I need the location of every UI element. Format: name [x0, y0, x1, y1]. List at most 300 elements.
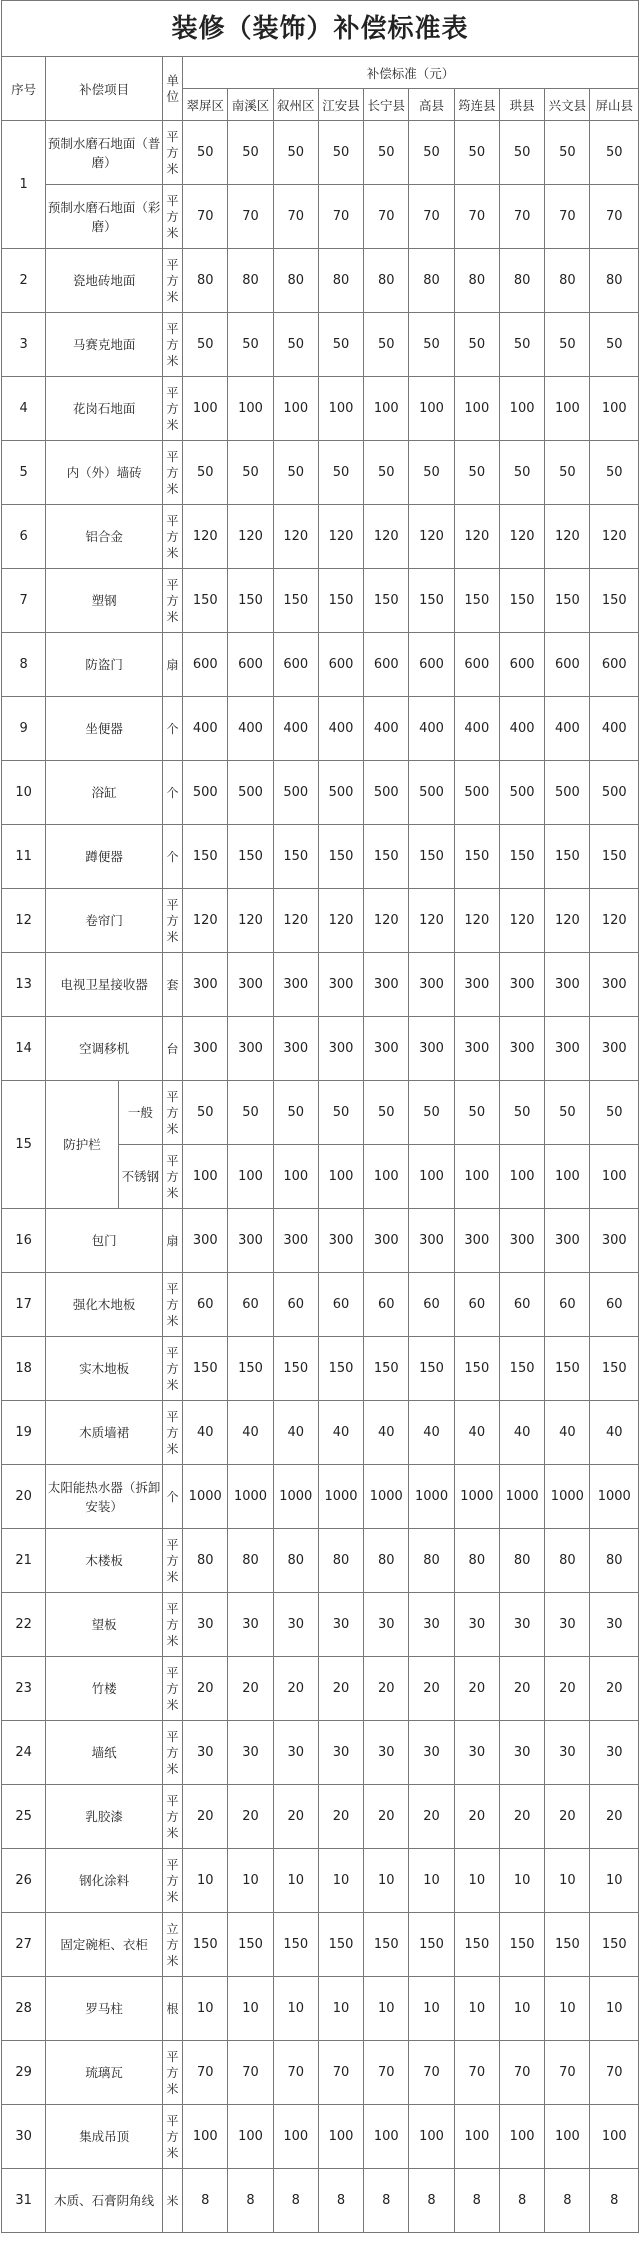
standard-value: 70: [273, 185, 318, 249]
standard-value: 10: [183, 1977, 228, 2041]
row-number: 30: [2, 2105, 46, 2169]
standard-value: 600: [273, 633, 318, 697]
row-number: 21: [2, 1529, 46, 1593]
standard-value: 100: [183, 377, 228, 441]
standard-value: 150: [590, 1337, 639, 1401]
standard-value: 120: [454, 505, 499, 569]
standard-value: 150: [273, 825, 318, 889]
standard-value: 70: [499, 2041, 544, 2105]
standard-value: 100: [228, 1145, 273, 1209]
standard-value: 150: [409, 1913, 454, 1977]
standard-value: 150: [318, 825, 363, 889]
standard-value: 70: [273, 2041, 318, 2105]
standard-value: 70: [545, 2041, 590, 2105]
standard-value: 8: [273, 2169, 318, 2233]
standard-value: 500: [228, 761, 273, 825]
standard-value: 120: [590, 889, 639, 953]
unit-cell: 米: [162, 2169, 182, 2233]
standard-value: 150: [545, 825, 590, 889]
standard-value: 100: [590, 377, 639, 441]
table-row: [2, 377, 639, 441]
table-row: [2, 569, 639, 633]
standard-value: 150: [545, 569, 590, 633]
standard-value: 50: [273, 441, 318, 505]
standard-value: 400: [364, 697, 409, 761]
row-number: 20: [2, 1465, 46, 1529]
standard-value: 120: [545, 889, 590, 953]
unit-cell: 平方米: [162, 2105, 182, 2169]
unit-cell: 平方米: [162, 1529, 182, 1593]
item-name: 乳胶漆: [46, 1785, 163, 1849]
standard-value: 50: [364, 441, 409, 505]
standard-value: 150: [499, 1913, 544, 1977]
table-row: [2, 825, 639, 889]
standard-value: 50: [590, 313, 639, 377]
standard-value: 50: [364, 121, 409, 185]
standard-value: 30: [318, 1721, 363, 1785]
standard-value: 500: [318, 761, 363, 825]
standard-value: 150: [454, 1913, 499, 1977]
row-number: 11: [2, 825, 46, 889]
item-name: 空调移机: [46, 1017, 163, 1081]
standard-value: 20: [454, 1785, 499, 1849]
standard-value: 150: [499, 1337, 544, 1401]
standard-value: 60: [318, 1273, 363, 1337]
standard-value: 50: [409, 313, 454, 377]
standard-value: 20: [228, 1785, 273, 1849]
table-row: [2, 185, 639, 249]
standard-value: 30: [590, 1593, 639, 1657]
standard-value: 100: [454, 377, 499, 441]
unit-cell: 平方米: [162, 1593, 182, 1657]
standard-table-document: [1, 0, 639, 2233]
table-row: [2, 313, 639, 377]
standard-value: 30: [409, 1721, 454, 1785]
standard-value: 20: [590, 1657, 639, 1721]
standard-value: 50: [183, 121, 228, 185]
standard-value: 100: [409, 1145, 454, 1209]
item-name: 琉璃瓦: [46, 2041, 163, 2105]
standard-value: 100: [409, 2105, 454, 2169]
standard-value: 150: [545, 1337, 590, 1401]
row-number: 10: [2, 761, 46, 825]
unit-cell: 根: [162, 1977, 182, 2041]
standard-value: 60: [183, 1273, 228, 1337]
table-row: [2, 441, 639, 505]
table-row: [2, 121, 639, 185]
standard-value: 30: [499, 1593, 544, 1657]
standard-value: 120: [273, 505, 318, 569]
item-name: 预制水磨石地面（普磨）: [46, 121, 163, 185]
row-number: 16: [2, 1209, 46, 1273]
standard-value: 400: [454, 697, 499, 761]
table-row: [2, 697, 639, 761]
standard-value: 1000: [364, 1465, 409, 1529]
standard-value: 50: [590, 441, 639, 505]
row-number: 2: [2, 249, 46, 313]
standard-value: 100: [590, 1145, 639, 1209]
standard-value: 150: [499, 569, 544, 633]
standard-value: 50: [318, 313, 363, 377]
standard-value: 70: [409, 2041, 454, 2105]
table-row: [2, 1273, 639, 1337]
row-number: 17: [2, 1273, 46, 1337]
standard-value: 100: [545, 2105, 590, 2169]
standard-value: 120: [364, 889, 409, 953]
standard-value: 10: [590, 1977, 639, 2041]
standard-value: 600: [228, 633, 273, 697]
row-number: 19: [2, 1401, 46, 1465]
standard-value: 60: [499, 1273, 544, 1337]
standard-value: 8: [409, 2169, 454, 2233]
unit-cell: 扇: [162, 633, 182, 697]
standard-value: 10: [499, 1849, 544, 1913]
standard-value: 600: [409, 633, 454, 697]
standard-value: 300: [454, 1209, 499, 1273]
row-number: 29: [2, 2041, 46, 2105]
standard-value: 40: [183, 1401, 228, 1465]
standard-value: 30: [318, 1593, 363, 1657]
header-seq: 序号: [2, 57, 46, 121]
standard-value: 40: [454, 1401, 499, 1465]
row-number: 26: [2, 1849, 46, 1913]
standard-value: 10: [318, 1977, 363, 2041]
standard-value: 150: [183, 1913, 228, 1977]
standard-value: 500: [545, 761, 590, 825]
standard-value: 300: [545, 1017, 590, 1081]
table-row: [2, 953, 639, 1017]
standard-value: 120: [318, 889, 363, 953]
item-name: 内（外）墙砖: [46, 441, 163, 505]
standard-value: 10: [273, 1849, 318, 1913]
standard-value: 300: [273, 953, 318, 1017]
standard-value: 150: [409, 569, 454, 633]
standard-value: 70: [364, 185, 409, 249]
standard-value: 1000: [590, 1465, 639, 1529]
standard-value: 60: [228, 1273, 273, 1337]
standard-value: 150: [318, 1913, 363, 1977]
row-number: 22: [2, 1593, 46, 1657]
standard-value: 150: [318, 1337, 363, 1401]
unit-cell: 平方米: [162, 1401, 182, 1465]
item-name: 防护栏: [46, 1081, 118, 1209]
standard-value: 100: [454, 2105, 499, 2169]
standard-value: 70: [228, 185, 273, 249]
standard-value: 80: [454, 249, 499, 313]
item-name: 花岗石地面: [46, 377, 163, 441]
standard-value: 600: [545, 633, 590, 697]
standard-value: 80: [590, 249, 639, 313]
standard-value: 10: [273, 1977, 318, 2041]
table-row: [2, 1913, 639, 1977]
standard-value: 50: [590, 1081, 639, 1145]
standard-value: 10: [183, 1849, 228, 1913]
table-row: [2, 1657, 639, 1721]
unit-cell: 平方米: [162, 1721, 182, 1785]
standard-value: 70: [590, 185, 639, 249]
standard-value: 300: [590, 953, 639, 1017]
standard-value: 150: [409, 825, 454, 889]
row-number: 7: [2, 569, 46, 633]
standard-value: 80: [364, 1529, 409, 1593]
standard-value: 40: [545, 1401, 590, 1465]
standard-value: 1000: [273, 1465, 318, 1529]
standard-value: 70: [409, 185, 454, 249]
standard-value: 120: [409, 505, 454, 569]
standard-value: 70: [228, 2041, 273, 2105]
standard-value: 300: [183, 1017, 228, 1081]
standard-value: 80: [228, 249, 273, 313]
row-number: 3: [2, 313, 46, 377]
standard-value: 50: [545, 121, 590, 185]
unit-cell: 个: [162, 697, 182, 761]
table-row: [2, 1977, 639, 2041]
standard-value: 80: [273, 249, 318, 313]
standard-value: 300: [499, 1209, 544, 1273]
item-name: 坐便器: [46, 697, 163, 761]
standard-value: 70: [364, 2041, 409, 2105]
standard-value: 50: [183, 313, 228, 377]
standard-value: 1000: [545, 1465, 590, 1529]
standard-value: 300: [545, 953, 590, 1017]
standard-value: 20: [364, 1785, 409, 1849]
unit-cell: 平方米: [162, 185, 182, 249]
unit-cell: 平方米: [162, 313, 182, 377]
table-row: [2, 1849, 639, 1913]
standard-value: 8: [364, 2169, 409, 2233]
standard-value: 80: [318, 1529, 363, 1593]
row-number: 28: [2, 1977, 46, 2041]
standard-value: 100: [545, 1145, 590, 1209]
standard-value: 80: [590, 1529, 639, 1593]
standard-value: 40: [364, 1401, 409, 1465]
standard-value: 60: [409, 1273, 454, 1337]
row-number: 5: [2, 441, 46, 505]
item-subtype: 一般: [118, 1081, 162, 1145]
standard-value: 80: [228, 1529, 273, 1593]
standard-value: 300: [228, 1017, 273, 1081]
standard-value: 100: [409, 377, 454, 441]
standard-value: 60: [364, 1273, 409, 1337]
standard-value: 120: [183, 505, 228, 569]
standard-value: 70: [318, 2041, 363, 2105]
item-name: 浴缸: [46, 761, 163, 825]
item-subtype: 不锈钢: [118, 1145, 162, 1209]
standard-value: 10: [545, 1977, 590, 2041]
standard-value: 100: [545, 377, 590, 441]
compensation-table: [1, 56, 639, 2233]
standard-value: 30: [409, 1593, 454, 1657]
standard-value: 100: [183, 1145, 228, 1209]
standard-value: 50: [318, 121, 363, 185]
row-number: 24: [2, 1721, 46, 1785]
standard-value: 80: [318, 249, 363, 313]
standard-value: 20: [364, 1657, 409, 1721]
standard-value: 300: [499, 1017, 544, 1081]
standard-value: 60: [545, 1273, 590, 1337]
standard-value: 500: [499, 761, 544, 825]
standard-value: 300: [454, 953, 499, 1017]
table-row: [2, 505, 639, 569]
standard-value: 150: [183, 569, 228, 633]
row-number: 8: [2, 633, 46, 697]
standard-value: 50: [183, 441, 228, 505]
table-row: [2, 1017, 639, 1081]
row-number: 27: [2, 1913, 46, 1977]
standard-value: 120: [183, 889, 228, 953]
standard-value: 30: [364, 1721, 409, 1785]
standard-value: 100: [364, 1145, 409, 1209]
standard-value: 150: [228, 825, 273, 889]
item-name: 强化木地板: [46, 1273, 163, 1337]
item-name: 固定碗柜、衣柜: [46, 1913, 163, 1977]
standard-value: 80: [364, 249, 409, 313]
standard-value: 300: [590, 1017, 639, 1081]
table-row: [2, 1593, 639, 1657]
standard-value: 10: [590, 1849, 639, 1913]
standard-value: 80: [183, 249, 228, 313]
standard-value: 300: [545, 1209, 590, 1273]
standard-value: 100: [499, 1145, 544, 1209]
standard-value: 150: [545, 1913, 590, 1977]
standard-value: 300: [183, 953, 228, 1017]
unit-cell: 扇: [162, 1209, 182, 1273]
standard-value: 70: [318, 185, 363, 249]
row-number: 15: [2, 1081, 46, 1209]
standard-value: 120: [590, 505, 639, 569]
standard-value: 100: [318, 377, 363, 441]
standard-value: 300: [318, 1209, 363, 1273]
row-number: 12: [2, 889, 46, 953]
table-row: [2, 1401, 639, 1465]
standard-value: 1000: [454, 1465, 499, 1529]
table-row: [2, 1721, 639, 1785]
row-number: 13: [2, 953, 46, 1017]
standard-value: 100: [228, 377, 273, 441]
standard-value: 300: [409, 1017, 454, 1081]
standard-value: 70: [454, 2041, 499, 2105]
standard-value: 80: [183, 1529, 228, 1593]
unit-cell: 平方米: [162, 377, 182, 441]
row-number: 18: [2, 1337, 46, 1401]
standard-value: 8: [228, 2169, 273, 2233]
standard-value: 70: [183, 185, 228, 249]
standard-value: 20: [545, 1657, 590, 1721]
unit-cell: 平方米: [162, 1081, 182, 1145]
standard-value: 600: [183, 633, 228, 697]
standard-value: 50: [545, 313, 590, 377]
standard-value: 500: [273, 761, 318, 825]
standard-value: 70: [590, 2041, 639, 2105]
table-row: [2, 2169, 639, 2233]
standard-value: 100: [364, 2105, 409, 2169]
standard-value: 50: [364, 313, 409, 377]
standard-value: 80: [273, 1529, 318, 1593]
standard-value: 300: [409, 1209, 454, 1273]
standard-value: 40: [499, 1401, 544, 1465]
unit-cell: 平方米: [162, 1273, 182, 1337]
standard-value: 70: [183, 2041, 228, 2105]
standard-value: 50: [183, 1081, 228, 1145]
item-name: 预制水磨石地面（彩磨）: [46, 185, 163, 249]
standard-value: 150: [273, 1913, 318, 1977]
standard-value: 150: [590, 1913, 639, 1977]
standard-value: 50: [499, 1081, 544, 1145]
header-district: 翠屏区: [183, 89, 228, 121]
standard-value: 300: [228, 953, 273, 1017]
unit-cell: 平方米: [162, 569, 182, 633]
item-name: 瓷地砖地面: [46, 249, 163, 313]
standard-value: 60: [273, 1273, 318, 1337]
header-district: 珙县: [499, 89, 544, 121]
standard-value: 80: [409, 1529, 454, 1593]
unit-cell: 平方米: [162, 2041, 182, 2105]
standard-value: 120: [499, 505, 544, 569]
standard-value: 20: [318, 1657, 363, 1721]
table-row: [2, 889, 639, 953]
standard-value: 50: [499, 121, 544, 185]
unit-cell: 个: [162, 825, 182, 889]
standard-value: 100: [183, 2105, 228, 2169]
unit-cell: 平方米: [162, 1785, 182, 1849]
standard-value: 30: [273, 1593, 318, 1657]
standard-value: 20: [183, 1657, 228, 1721]
standard-value: 120: [228, 505, 273, 569]
standard-value: 300: [409, 953, 454, 1017]
standard-value: 8: [183, 2169, 228, 2233]
standard-value: 300: [364, 1209, 409, 1273]
standard-value: 30: [545, 1593, 590, 1657]
standard-value: 120: [228, 889, 273, 953]
standard-value: 150: [364, 825, 409, 889]
header-unit: 单位: [162, 57, 182, 121]
standard-value: 150: [183, 825, 228, 889]
standard-value: 50: [318, 1081, 363, 1145]
standard-value: 50: [273, 121, 318, 185]
standard-value: 50: [228, 121, 273, 185]
row-number: 14: [2, 1017, 46, 1081]
standard-value: 500: [409, 761, 454, 825]
standard-value: 150: [454, 1337, 499, 1401]
standard-value: 120: [273, 889, 318, 953]
standard-value: 80: [409, 249, 454, 313]
standard-value: 100: [364, 377, 409, 441]
item-name: 墙纸: [46, 1721, 163, 1785]
standard-value: 10: [499, 1977, 544, 2041]
standard-value: 10: [228, 1977, 273, 2041]
standard-value: 50: [454, 313, 499, 377]
standard-value: 100: [273, 2105, 318, 2169]
item-name: 木楼板: [46, 1529, 163, 1593]
standard-value: 100: [318, 2105, 363, 2169]
standard-value: 70: [499, 185, 544, 249]
item-name: 防盗门: [46, 633, 163, 697]
standard-value: 150: [273, 569, 318, 633]
table-row: [2, 1465, 639, 1529]
standard-value: 50: [364, 1081, 409, 1145]
item-name: 电视卫星接收器: [46, 953, 163, 1017]
standard-value: 400: [545, 697, 590, 761]
standard-value: 8: [545, 2169, 590, 2233]
header-district: 高县: [409, 89, 454, 121]
standard-value: 1000: [228, 1465, 273, 1529]
standard-value: 30: [228, 1593, 273, 1657]
standard-value: 20: [273, 1785, 318, 1849]
header-district: 屏山县: [590, 89, 639, 121]
standard-value: 60: [590, 1273, 639, 1337]
standard-value: 600: [499, 633, 544, 697]
standard-value: 120: [364, 505, 409, 569]
